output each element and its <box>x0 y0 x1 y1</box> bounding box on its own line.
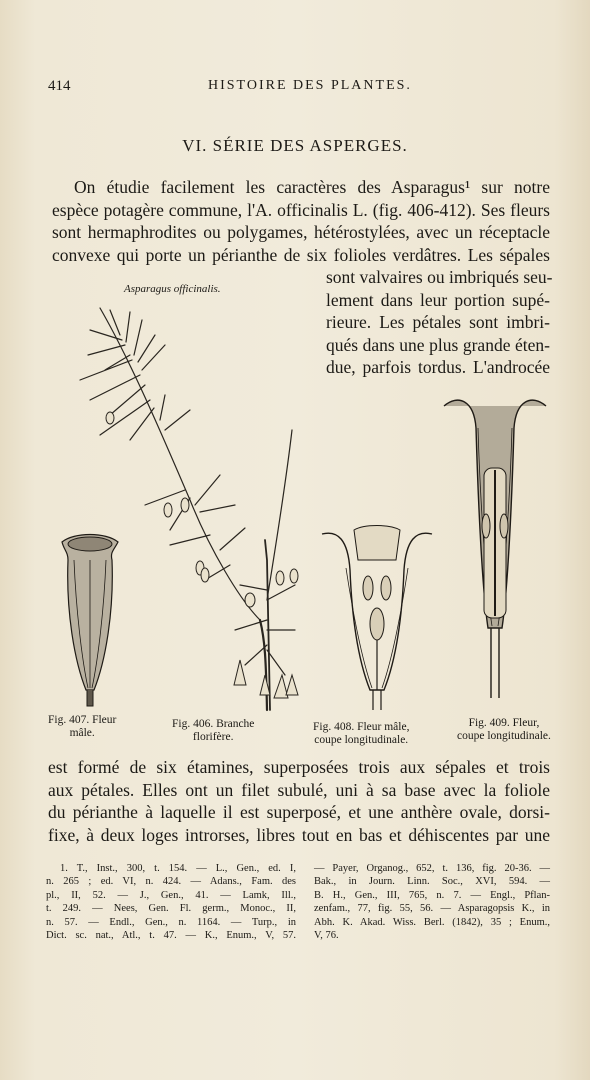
paragraph-side-line: rieure. Les pétales sont imbri- <box>326 312 550 333</box>
caption-line: coupe longitudinale. <box>457 730 551 742</box>
paragraph-2 <box>48 756 550 846</box>
paragraph-side-line: lement dans leur portion supé- <box>326 289 550 310</box>
paragraph-2-line: du périanthe à laquelle il est superposé, et une anthère ovale, dorsi- <box>48 802 550 823</box>
paragraph-2-line: aux pétales. Elles ont un filet subulé, uni à sa base avec la foliole <box>48 779 550 800</box>
paragraph-1-line: espèce potagère commune, l'A. officinalis L. (fig. 406-412). Ses fleurs <box>52 199 550 220</box>
running-title: HISTOIRE DES PLANTES. <box>208 78 412 93</box>
paragraph-2-line: fixe, à deux loges introrses, libres tout en bas et déhiscentes par une <box>48 824 550 845</box>
footnote-line: n. 265 ; ed. VI, n. 424. — Adans., Fam. des <box>46 876 296 888</box>
footnote-line: zenfam., 77, fig. 55, 56. — Asparagopsis K., in <box>314 903 550 915</box>
footnote-line: Bak., in Journ. Linn. Soc., XVI, 594. — <box>314 876 550 888</box>
caption-line: Fig. 407. Fleur <box>48 714 117 726</box>
illustration-male-flower <box>54 530 126 710</box>
paragraph-side-line: due, parfois tordus. L'androcée <box>326 357 550 378</box>
caption-fig-409 <box>457 717 551 743</box>
paragraph-side <box>326 266 553 379</box>
footnotes-left <box>46 862 296 942</box>
caption-fig-408 <box>313 721 409 747</box>
paragraph-1-line: sont hermaphrodites ou polygames, hétérostylées, avec un réceptacle <box>52 222 550 243</box>
paragraph-1-line: On étudie facilement les caractères des Asparagus¹ sur notre <box>74 177 550 197</box>
page-number: 414 <box>48 78 71 94</box>
paragraph-side-line: sont valvaires ou imbriqués seu- <box>326 267 553 287</box>
caption-line: mâle. <box>69 727 95 739</box>
paragraph-1 <box>52 176 550 266</box>
caption-fig-407 <box>48 714 116 740</box>
caption-line: Fig. 408. Fleur mâle, <box>313 721 410 733</box>
caption-line: coupe longitudinale. <box>314 734 409 746</box>
caption-line: Fig. 406. Branche <box>172 718 255 730</box>
paragraph-2-line: est formé de six étamines, superposées trois aux sépales et trois <box>48 757 550 777</box>
footnote-line: Dict. sc. nat., Atl., t. 47. — K., Enum., V, 57. <box>46 930 296 942</box>
footnote-line: V, 76. <box>314 930 339 942</box>
caption-line: Fig. 409. Fleur, <box>468 717 540 729</box>
footnote-line: n. 57. — Endl., Gen., n. 1164. — Turp., in <box>46 916 296 928</box>
caption-fig-406 <box>172 718 254 744</box>
illustration-male-flower-section <box>318 520 436 710</box>
footnote-line: pl., II, 52. — J., Gen., 41. — Lamk, Ill., <box>46 889 296 901</box>
footnote-line: 1. T., Inst., 300, t. 154. — L., Gen., ed. I, <box>60 863 296 874</box>
caption-line: florifère. <box>192 731 234 743</box>
footnote-line: B. H., Gen., III, 765, n. 7. — Engl., Pflan- <box>314 889 550 901</box>
paragraph-side-line: qués dans une plus grande éten- <box>326 334 550 355</box>
footnote-line: — Payer, Organog., 652, t. 136, fig. 20-36. — <box>314 863 550 874</box>
running-head <box>48 78 548 98</box>
footnotes-right <box>314 862 550 942</box>
illustration-flower-section <box>440 388 550 703</box>
section-heading: VI. SÉRIE DES ASPERGES. <box>182 136 408 155</box>
paragraph-1-line: convexe qui porte un périanthe de six folioles verdâtres. Les sépales <box>52 244 550 265</box>
footnote-line: Abh. K. Akad. Wiss. Berl. (1842), 35 ; Enum., <box>314 916 550 928</box>
figure-title: Asparagus officinalis. <box>124 283 221 295</box>
footnote-line: t. 249. — Nees, Gen. Fl. germ., Monoc., II, <box>46 903 296 915</box>
